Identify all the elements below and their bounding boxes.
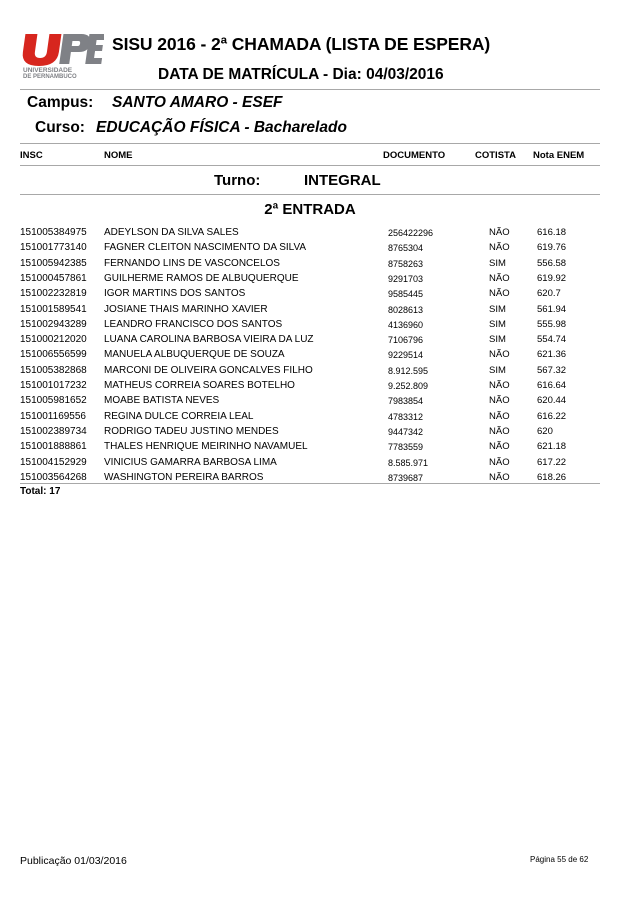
cell-nota: 618.26 [537, 471, 567, 483]
cell-nota: 621.36 [537, 349, 567, 361]
cell-insc: 151005942385 [20, 257, 87, 269]
cell-documento: 9585445 [388, 289, 424, 300]
cell-documento: 8028613 [388, 304, 424, 315]
cell-cotista: NÃO [489, 410, 510, 422]
cell-cotista: SIM [489, 334, 506, 346]
logo-subtitle-1: UNIVERSIDADE [23, 67, 73, 74]
cell-documento: 9229514 [388, 350, 424, 361]
cell-documento: 256422296 [388, 228, 434, 238]
cell-insc: 151002943289 [20, 318, 87, 330]
cell-nome: FAGNER CLEITON NASCIMENTO DA SILVA [104, 242, 307, 254]
campus-label: Campus: [27, 94, 94, 111]
cell-cotista: SIM [489, 318, 506, 330]
cell-insc: 151000212020 [20, 334, 87, 346]
curso-label: Curso: [35, 119, 85, 136]
cell-nota: 617.22 [537, 456, 567, 468]
cell-documento: 8.585.971 [388, 457, 429, 468]
cell-nome: GUILHERME RAMOS DE ALBUQUERQUE [104, 272, 299, 284]
cell-documento: 4783312 [388, 411, 424, 422]
cell-cotista: NÃO [489, 380, 510, 391]
cell-documento: 8758263 [388, 258, 424, 269]
logo-subtitle-2: DE PERNAMBUCO [23, 74, 77, 78]
column-header-documento: DOCUMENTO [383, 150, 446, 161]
document-title: SISU 2016 - 2ª CHAMADA (LISTA DE ESPERA) [112, 34, 491, 54]
cell-nome: ADEYLSON DA SILVA SALES [104, 227, 239, 238]
cell-documento: 8765304 [388, 243, 424, 254]
cell-documento: 8739687 [388, 472, 424, 483]
divider [20, 194, 600, 195]
cell-nome: JOSIANE THAIS MARINHO XAVIER [104, 303, 268, 315]
cell-cotista: NÃO [489, 288, 510, 300]
document-subtitle: DATA DE MATRÍCULA - Dia: 04/03/2016 [158, 66, 444, 83]
cell-cotista: NÃO [489, 395, 510, 407]
cell-cotista: NÃO [489, 349, 510, 361]
cell-documento: 9447342 [388, 426, 424, 437]
turno-label: Turno: [214, 172, 261, 189]
cell-documento: 7783559 [388, 442, 424, 453]
cell-nome: MATHEUS CORREIA SOARES BOTELHO [104, 380, 295, 391]
cell-insc: 151001773140 [20, 242, 87, 254]
cell-documento: 7983854 [388, 396, 424, 407]
page-number: Página 55 de 62 [530, 855, 589, 864]
divider [20, 89, 600, 90]
cell-cotista: NÃO [489, 441, 510, 453]
cell-nota: 620 [537, 425, 553, 437]
curso-value: EDUCAÇÃO FÍSICA - Bacharelado [96, 119, 347, 136]
cell-documento: 7106796 [388, 335, 424, 346]
cell-cotista: NÃO [489, 456, 510, 468]
cell-nome: RODRIGO TADEU JUSTINO MENDES [104, 425, 279, 437]
cell-nota: 620.7 [537, 288, 561, 300]
cell-insc: 151005382868 [20, 364, 87, 376]
entrada-heading: 2ª ENTRADA [264, 201, 356, 218]
cell-insc: 151005981652 [20, 395, 87, 407]
cell-nome: WASHINGTON PEREIRA BARROS [104, 471, 264, 483]
cell-nota: 555.98 [537, 318, 567, 330]
column-header-nota: Nota ENEM [533, 150, 585, 161]
cell-cotista: NÃO [489, 471, 510, 483]
cell-cotista: SIM [489, 364, 506, 376]
cell-nota: 616.18 [537, 227, 567, 238]
cell-insc: 151001589541 [20, 303, 87, 315]
cell-cotista: NÃO [489, 425, 510, 437]
cell-cotista: NÃO [489, 272, 510, 284]
cell-nome: LUANA CAROLINA BARBOSA VIEIRA DA LUZ [104, 334, 314, 346]
cell-insc: 151000457861 [20, 272, 87, 284]
cell-nome: FERNANDO LINS DE VASCONCELOS [104, 257, 280, 269]
total-count: Total: 17 [20, 486, 61, 497]
cell-insc: 151001017232 [20, 380, 87, 391]
cell-nota: 567.32 [537, 364, 567, 376]
cell-nota: 616.64 [537, 380, 567, 391]
cell-nome: IGOR MARTINS DOS SANTOS [104, 288, 246, 300]
cell-nota: 619.76 [537, 242, 567, 254]
table-row [0, 470, 638, 487]
cell-cotista: NÃO [489, 242, 510, 254]
cell-documento: 4136960 [388, 319, 424, 330]
cell-nome: MOABE BATISTA NEVES [104, 395, 220, 407]
cell-cotista: SIM [489, 257, 506, 269]
cell-insc: 151002232819 [20, 288, 87, 300]
cell-insc: 151002389734 [20, 425, 87, 437]
cell-nota: 620.44 [537, 395, 567, 407]
divider [20, 165, 600, 166]
cell-documento: 9.252.809 [388, 381, 429, 391]
cell-nome: VINICIUS GAMARRA BARBOSA LIMA [104, 456, 277, 468]
campus-value: SANTO AMARO - ESEF [112, 94, 283, 111]
cell-insc: 151006556599 [20, 349, 87, 361]
cell-nota: 616.22 [537, 410, 567, 422]
cell-insc: 151001169556 [20, 410, 86, 422]
cell-nome: MANUELA ALBUQUERQUE DE SOUZA [104, 349, 285, 361]
upe-logo [20, 30, 104, 78]
cell-insc: 151001888861 [20, 441, 87, 453]
cell-nota: 561.94 [537, 303, 567, 315]
turno-value: INTEGRAL [304, 172, 381, 189]
cell-nota: 619.92 [537, 272, 567, 284]
cell-nome: REGINA DULCE CORREIA LEAL [104, 410, 254, 422]
cell-insc: 151005384975 [20, 227, 87, 238]
column-header-cotista: COTISTA [475, 150, 516, 161]
cell-nota: 621.18 [537, 441, 567, 453]
divider [20, 483, 600, 484]
publication-date: Publicação 01/03/2016 [20, 855, 127, 867]
cell-nome: THALES HENRIQUE MEIRINHO NAVAMUEL [104, 441, 308, 453]
cell-cotista: SIM [489, 303, 506, 315]
cell-nome: MARCONI DE OLIVEIRA GONCALVES FILHO [104, 364, 313, 376]
column-header-insc: INSC [20, 150, 43, 161]
cell-insc: 151004152929 [20, 456, 87, 468]
cell-cotista: NÃO [489, 227, 510, 238]
cell-nome: LEANDRO FRANCISCO DOS SANTOS [104, 318, 283, 330]
cell-documento: 9291703 [388, 273, 424, 284]
column-header-nome: NOME [104, 150, 133, 161]
cell-insc: 151003564268 [20, 471, 87, 483]
cell-nota: 556.58 [537, 257, 567, 269]
upe-logo-graphic [20, 30, 104, 78]
divider [20, 143, 600, 144]
cell-documento: 8.912.595 [388, 365, 429, 376]
cell-nota: 554.74 [537, 334, 567, 346]
